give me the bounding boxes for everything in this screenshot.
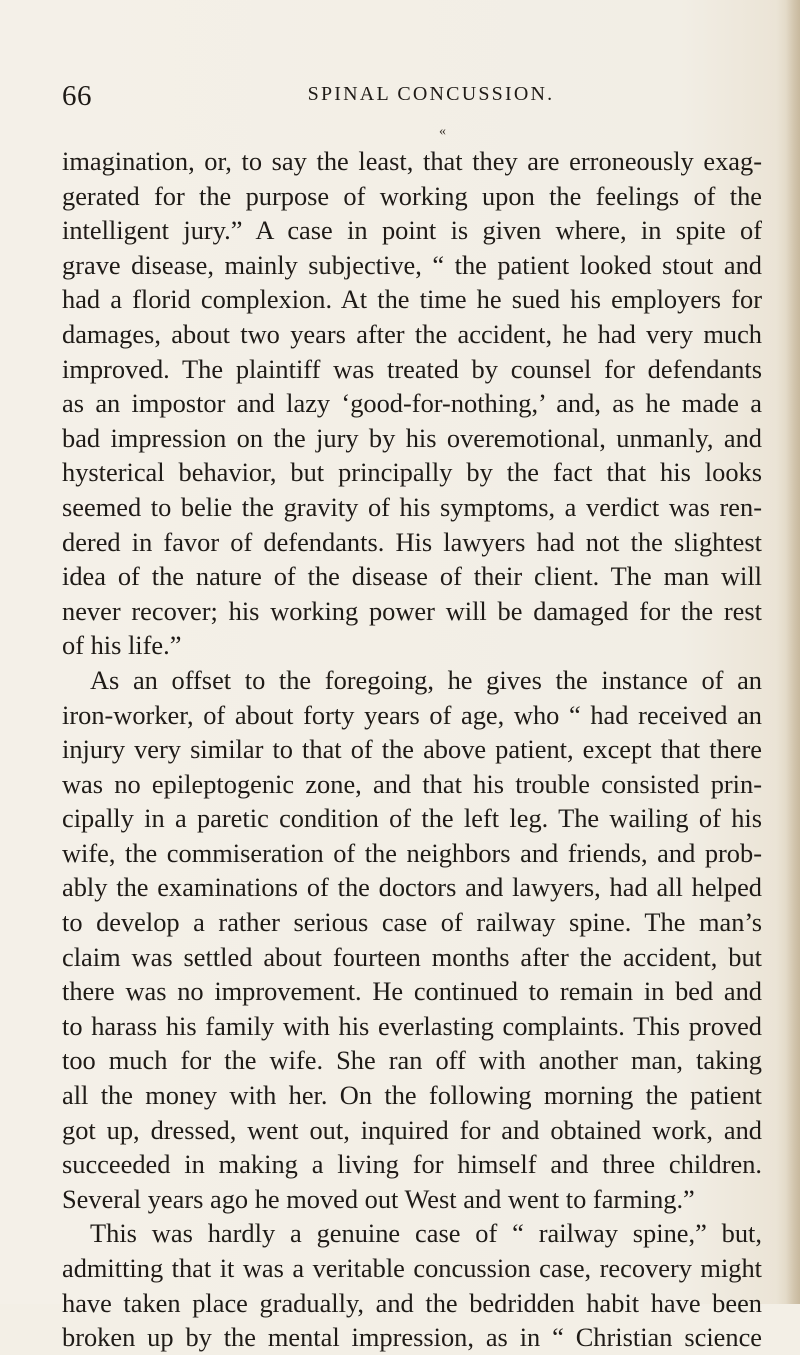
text-line: never recover; his working power will be damaged for the rest: [62, 595, 762, 626]
text-line: seemed to belie the gravity of his symptoms, a verdict was ren-: [62, 491, 762, 522]
text-line: had a florid complexion. At the time he sued his employers for: [62, 284, 762, 315]
text-line: idea of the nature of the disease of their client. The man will: [62, 561, 762, 592]
text-line: grave disease, mainly subjective, “ the patient looked stout and: [62, 249, 762, 280]
text-line: bad impression on the jury by his overemotional, unmanly, and: [62, 422, 762, 453]
text-line: ably the examinations of the doctors and lawyers, had all helped: [62, 872, 762, 903]
text-line: injury very similar to that of the above patient, except that there: [62, 734, 762, 765]
text-line: damages, about two years after the accident, he had very much: [62, 318, 762, 349]
running-head: [62, 80, 762, 116]
page-number: 66: [62, 80, 92, 112]
page-edge-shadow: [786, 0, 800, 1304]
text-line: there was no improvement. He continued to remain in bed and: [62, 976, 762, 1007]
text-line-paragraph-end: Several years ago he moved out West and went to farming.”: [62, 1183, 695, 1214]
text-line: as an impostor and lazy ‘good-for-nothing,’ and, as he made a: [62, 388, 762, 419]
text-line: broken up by the mental impression, as in “ Christian science: [62, 1322, 762, 1353]
text-line-paragraph-start: As an offset to the foregoing, he gives the instance of an: [90, 664, 762, 695]
text-line: claim was settled about fourteen months after the accident, but: [62, 941, 762, 972]
text-line: too much for the wife. She ran off with another man, taking: [62, 1045, 762, 1076]
text-line: iron-worker, of about forty years of age, who “ had received an: [62, 699, 762, 730]
text-line: cipally in a paretic condition of the left leg. The wailing of his: [62, 803, 762, 834]
text-line: wife, the commiseration of the neighbors and friends, and prob-: [62, 837, 762, 868]
text-line: have taken place gradually, and the bedridden habit have been: [62, 1287, 762, 1318]
text-line: admitting that it was a veritable concussion case, recovery might: [62, 1253, 762, 1283]
text-line: gerated for the purpose of working upon the feelings of the: [62, 180, 762, 211]
text-line: improved. The plaintiff was treated by counsel for defendants: [62, 353, 762, 384]
text-line-paragraph-end: of his life.”: [62, 630, 182, 661]
text-line: to develop a rather serious case of railway spine. The man’s: [62, 907, 762, 938]
text-line: hysterical behavior, but principally by the fact that his looks: [62, 457, 762, 488]
text-line: got up, dressed, went out, inquired for and obtained work, and: [62, 1114, 762, 1145]
running-title: SPINAL CONCUSSION.: [307, 83, 555, 105]
text-line: succeeded in making a living for himself and three children.: [62, 1149, 762, 1180]
stray-print-mark: «: [439, 124, 446, 139]
text-line: imagination, or, to say the least, that they are erroneously exag-: [62, 146, 762, 176]
text-line: was no epileptogenic zone, and that his trouble consisted prin-: [62, 768, 762, 799]
text-line: to harass his family with his everlasting complaints. This proved: [62, 1010, 762, 1041]
text-line: all the money with her. On the following morning the patient: [62, 1080, 762, 1111]
text-line-paragraph-start: This was hardly a genuine case of “ railway spine,” but,: [90, 1218, 762, 1249]
body-text: [62, 144, 762, 1355]
text-line: dered in favor of defendants. His lawyers had not the slightest: [62, 526, 762, 557]
text-line: intelligent jury.” A case in point is given where, in spite of: [62, 215, 762, 246]
